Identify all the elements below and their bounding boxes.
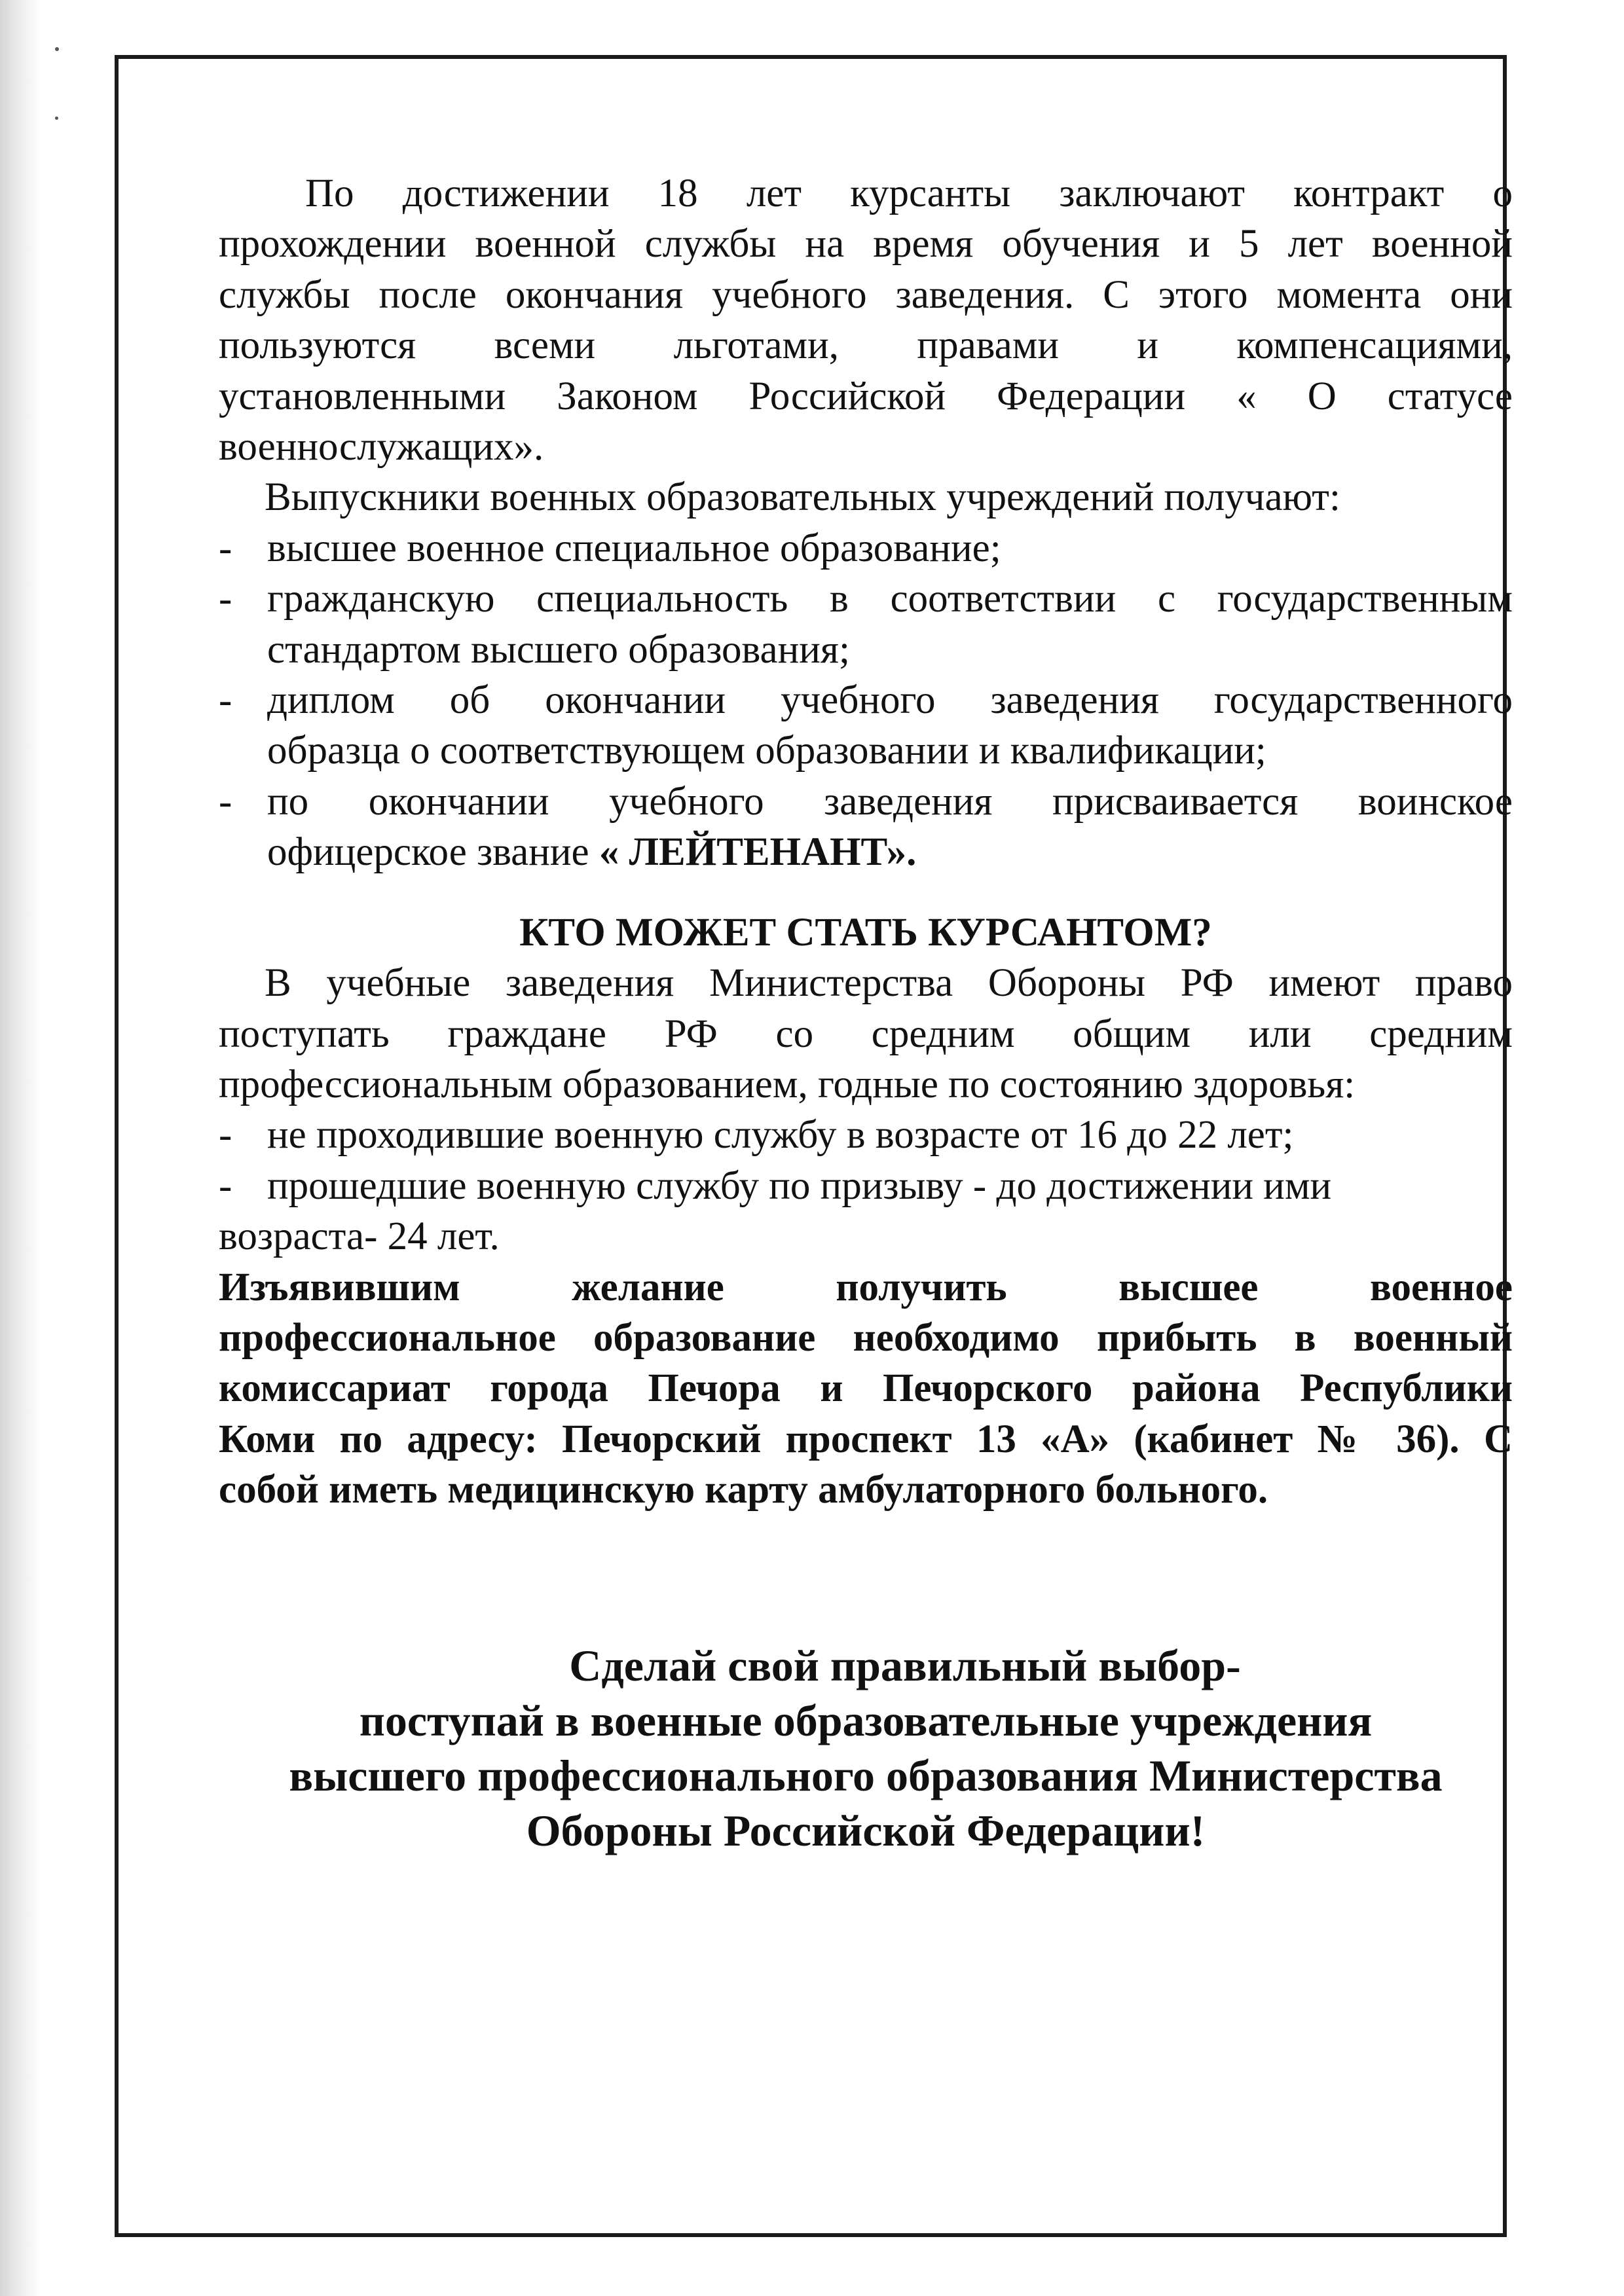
bullet-dash: -	[219, 1163, 232, 1208]
text-line: В учебные заведения Министерства Обороны РФ имеют право	[265, 961, 1513, 1006]
text-line: Изъявившим желание получить высшее военное	[219, 1265, 1513, 1309]
text-line: военнослужащих».	[219, 425, 544, 469]
text-line: диплом об окончании учебного заведения государственного	[267, 678, 1513, 723]
text-line: профессиональное образование необходимо прибыть в военный	[219, 1315, 1513, 1360]
text-line: прохождении военной службы на время обучения и 5 лет военной	[219, 222, 1513, 266]
text-line: образца о соответствующем образовании и квалификации;	[267, 729, 1266, 773]
contact-paragraph	[219, 1262, 1513, 1516]
slogan-line: Обороны Российской Федерации!	[526, 1806, 1206, 1855]
text-line: пользуются всеми льготами, правами и компенсациями,	[219, 323, 1513, 368]
text-line: по окончании учебного заведения присваивается воинское	[267, 779, 1513, 824]
text-line: возраста- 24 лет.	[219, 1214, 500, 1259]
list-item	[219, 523, 1513, 574]
intro-paragraph	[219, 168, 1513, 472]
text-line: По достижении 18 лет курсанты заключают контракт о	[305, 172, 1513, 215]
text-line: профессиональным образованием, годные по состоянию здоровья:	[219, 1062, 1356, 1106]
bullet-dash: -	[219, 526, 232, 570]
bullet-dash: -	[219, 779, 232, 824]
text-line	[267, 827, 1513, 877]
scan-speck	[55, 117, 58, 120]
admission-paragraph	[219, 958, 1513, 1110]
text-line: стандартом высшего образования;	[267, 627, 850, 672]
graduates-intro: Выпускники военных образовательных учреждений получают:	[265, 475, 1340, 520]
slogan-line: поступай в военные образовательные учреждения	[359, 1696, 1373, 1745]
graduates-list	[219, 523, 1513, 878]
text-line: собой иметь медицинскую карту амбулаторного больного.	[219, 1468, 1268, 1512]
slogan-line: Сделай свой правильный выбор-	[569, 1641, 1241, 1690]
text-line: Коми по адресу: Печорский проспект 13 «А» (кабинет № 36). С	[219, 1417, 1513, 1461]
text-line: поступать граждане РФ со средним общим или средним	[219, 1011, 1513, 1056]
document-body	[219, 168, 1513, 1516]
rank-name: « ЛЕЙТЕНАНТ».	[599, 830, 917, 875]
slogan-line: высшего профессионального образования Министерства	[289, 1751, 1443, 1800]
text-line: службы после окончания учебного заведения. С этого момента они	[219, 272, 1513, 317]
bullet-dash: -	[219, 1113, 232, 1157]
list-item	[219, 675, 1513, 776]
bullet-dash: -	[219, 678, 232, 723]
list-item	[219, 1161, 1513, 1211]
section-heading: КТО МОЖЕТ СТАТЬ КУРСАНТОМ?	[519, 910, 1212, 955]
scan-speck	[55, 47, 59, 51]
text-line: установленными Законом Российской Федерации « О статусе	[219, 374, 1513, 418]
bullet-dash: -	[219, 577, 232, 621]
list-item	[219, 776, 1513, 878]
text-line: комиссариат города Печора и Печорского района Республики	[219, 1366, 1513, 1411]
list-item	[219, 1110, 1513, 1160]
rank-label: офицерское звание	[267, 830, 589, 875]
text-line: прошедшие военную службу по призыву - до достижении ими	[267, 1163, 1332, 1208]
closing-slogan	[219, 1638, 1513, 1858]
list-item	[219, 574, 1513, 675]
text-line: не проходившие военную службу в возрасте от 16 до 22 лет;	[267, 1113, 1294, 1157]
text-line: высшее военное специальное образование;	[267, 526, 1001, 570]
eligibility-list	[219, 1110, 1513, 1262]
text-line: гражданскую специальность в соответствии с государственным	[267, 577, 1513, 621]
scan-edge-shadow	[0, 0, 41, 2296]
